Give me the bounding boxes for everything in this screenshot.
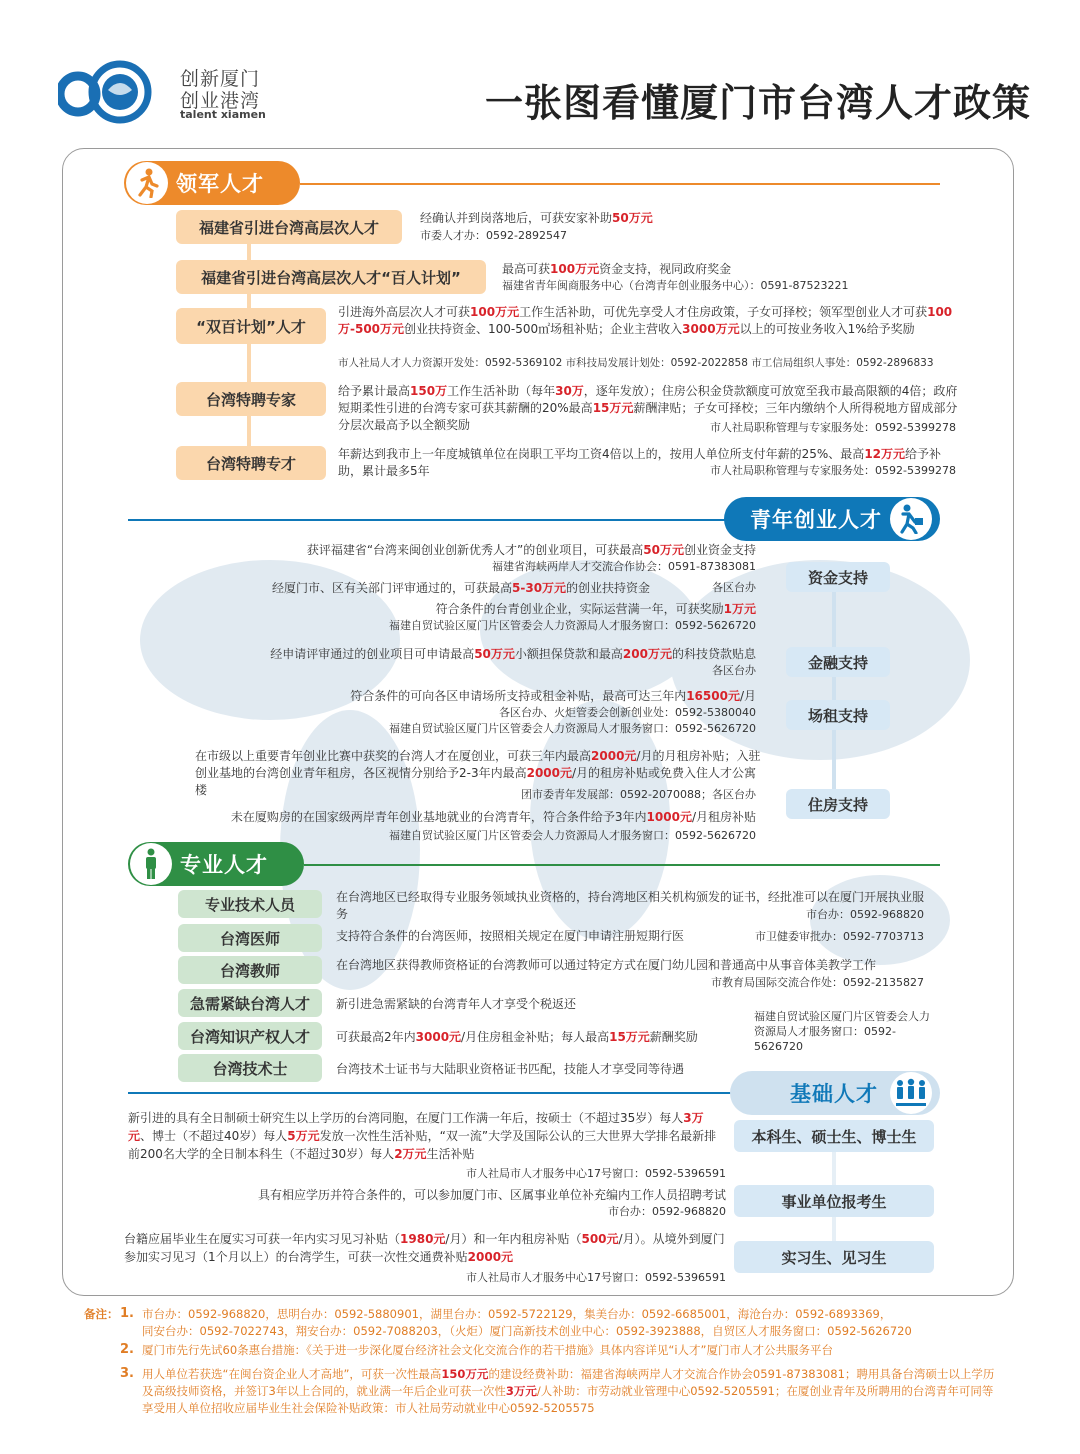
youth-7-contact: 福建自贸试验区厦门片区管委会人力资源局人才服务窗口：0592-5626720	[389, 829, 756, 842]
note-2-text: 厦门市先行先试60条惠台措施：《关于进一步深化厦台经济社会文化交流合作的若干措施》具体内容详见“i人才”厦门市人才公共服务平台	[142, 1343, 833, 1357]
leader-3-contact: 市人社局人才人力资源开发处：0592-5369102 市科技局发展计划处：0592-2022858 市工信局组织人事处：0592-2896833	[338, 357, 934, 369]
leader-2-contact: 福建省青年闽商服务中心（台湾青年创业服务中心）：0591-87523221	[502, 279, 849, 292]
basic-1-text: 新引进的具有全日制硕士研究生以上学历的台湾同胞，在厦门工作满一年后，按硕士（不超过35岁）每人3万元、博士（不超过40岁）每人5万元发放一次性生活补贴，“双一流”大学及国际公认的三大世界大学排名最新排前200名大学的全日制本科生（不超过30岁）每人2万元生活补贴	[128, 1111, 717, 1161]
basic-2-text: 具有相应学历并符合条件的，可以参加厦门市、区属事业单位补充编内工作人员招聘考试	[257, 1188, 726, 1202]
group-of-people-icon	[890, 1072, 932, 1114]
youth-2-contact: 各区台办	[712, 581, 756, 594]
pro-3-contact: 市教育局国际交流合作处：0592-2135827	[711, 976, 924, 989]
youth-2-text: 经厦门市、区有关部门评审通过的，可获最高5-30万元的创业扶持资金	[272, 581, 651, 595]
basic-1-contact: 市人社局市人才服务中心17号窗口：0592-5396591	[466, 1167, 726, 1180]
basic-divider	[128, 1092, 734, 1094]
note-2-number: 2.	[120, 1342, 134, 1357]
pro-3-text: 在台湾地区获得教师资格证的台湾教师可以通过特定方式在厦门幼儿园和普通高中从事音体美教学工作	[336, 958, 877, 972]
person-standing-icon	[130, 843, 172, 885]
pro-1-contact: 市台办：0592-968820	[806, 908, 924, 921]
section-leader-title: 领军人才	[176, 172, 264, 196]
brand-line1: 创新厦门	[180, 68, 261, 90]
businessman-running-icon	[890, 498, 932, 540]
section-pro-title: 专业人才	[180, 853, 268, 877]
youth-divider	[128, 519, 728, 521]
youth-6-text: 在市级以上重要青年创业比赛中获奖的台湾人才在厦创业，可获三年内最高2000元/月的月租房补贴；入驻创业基地的台湾创业青年租房，各区视情分别给予2-3年内最高2000元/月的租房补贴或免费入住人才公寓楼	[195, 749, 761, 797]
label-pro-4: 急需紧缺台湾人才	[178, 989, 322, 1017]
youth-5-contact: 各区台办、火炬管委会创新创业处：0592-5380040	[499, 706, 756, 719]
youth-4-text: 经申请评审通过的创业项目可申请最高50万元小额担保贷款和最高200万元的科技贷款贴息	[270, 647, 756, 661]
pro-side-contact: 福建自贸试验区厦门片区管委会人力资源局人才服务窗口：0592-5626720	[754, 1010, 930, 1053]
label-pro-5: 台湾知识产权人才	[178, 1022, 322, 1050]
label-housing-support: 住房支持	[786, 789, 890, 819]
label-finance-support: 金融支持	[786, 647, 890, 677]
basic-3-text: 台籍应届毕业生在厦实习可获一年内实习见习补贴（1980元/月）和一年内租房补贴（500元/月）。从境外到厦门参加实习见习（1个月以上）的台湾学生，可获一次性交通费补贴2000元	[124, 1232, 725, 1264]
pro-2-contact: 市卫健委审批办：0592-7703713	[755, 930, 924, 943]
basic-3-contact: 市人社局市人才服务中心17号窗口：0592-5396591	[466, 1271, 726, 1284]
youth-4-contact: 各区台办	[712, 664, 756, 677]
label-rent-support: 场租支持	[786, 700, 890, 730]
leader-5-contact: 市人社局职称管理与专家服务处：0592-5399278	[710, 464, 956, 477]
label-institution-applicants: 事业单位报考生	[734, 1185, 934, 1217]
label-leader-2: 福建省引进台湾高层次人才“百人计划”	[176, 260, 486, 294]
youth-1-contact: 福建省海峡两岸人才交流合作协会：0591-87383081	[492, 560, 756, 573]
leader-4-contact: 市人社局职称管理与专家服务处：0592-5399278	[710, 421, 956, 434]
note-1-number: 1.	[120, 1306, 134, 1321]
section-youth-header	[724, 497, 940, 541]
note-1-line2: 同安台办：0592-7022743，翔安台办：0592-7088203，（火炬）厦门高新技术创业中心：0592-3923888，自贸区人才服务窗口：0592-5626720	[142, 1324, 912, 1338]
label-pro-6: 台湾技术士	[178, 1054, 322, 1082]
section-pro-header	[128, 842, 304, 886]
note-1-line1: 市台办：0592-968820，思明台办：0592-5880901，湖里台办：0592-5722129，集美台办：0592-6685001，海沧台办：0592-6893369，	[142, 1307, 892, 1321]
pro-divider	[304, 864, 940, 866]
pro-2-text: 支持符合条件的台湾医师，按照相关规定在厦门申请注册短期行医	[336, 929, 685, 943]
section-youth-title: 青年创业人才	[750, 508, 882, 532]
section-basic-title: 基础人才	[790, 1082, 878, 1106]
youth-3-contact: 福建自贸试验区厦门片区管委会人力资源局人才服务窗口：0592-5626720	[389, 619, 756, 632]
section-basic-header	[730, 1071, 940, 1115]
youth-6-contact: 团市委青年发展部：0592-2070088；各区台办	[521, 788, 756, 801]
label-pro-2: 台湾医师	[178, 924, 322, 952]
pro-6-text: 台湾技术士证书与大陆职业资格证书匹配，技能人才享受同等待遇	[336, 1062, 685, 1076]
leader-1-contact: 市委人才办：0592-2892547	[420, 229, 567, 242]
section-leader-header	[124, 161, 300, 205]
label-leader-1: 福建省引进台湾高层次人才	[176, 210, 402, 244]
youth-5-contact2: 福建自贸试验区厦门片区管委会人力资源局人才服务窗口：0592-5626720	[389, 722, 756, 735]
note-3-number: 3.	[120, 1366, 134, 1381]
youth-connector	[832, 580, 836, 810]
youth-5-text: 符合条件的可向各区申请场所支持或租金补贴，最高可达三年内16500元/月	[350, 689, 756, 703]
label-leader-3: “双百计划”人才	[176, 308, 326, 344]
youth-7-text: 未在厦购房的在国家级两岸青年创业基地就业的台湾青年，符合条件给予3年内1000元/月租房补贴	[230, 810, 756, 824]
leader-3-text: 引进海外高层次人才可获100万元工作生活补助，可优先享受人才住房政策，子女可择校；领军型创业人才可获100万-500万元创业扶持资金、100-500㎡场租补贴；企业主营收入3000万元以上的可按业务收入1%给予奖励	[338, 305, 953, 336]
basic-2-contact: 市台办：0592-968820	[608, 1205, 726, 1218]
brand-line2: 创业港湾	[180, 90, 261, 112]
leader-5-text: 年薪达到我市上一年度城镇单位在岗职工平均工资4倍以上的，按用人单位所支付年薪的25%、最高12万元给予补助，累计最多5年	[338, 447, 942, 478]
pro-1-text: 在台湾地区已经取得专业服务领域执业资格的，持台湾地区相关机构颁发的证书，经批准可以在厦门开展执业服务	[336, 890, 925, 921]
label-leader-4: 台湾特聘专家	[176, 382, 326, 416]
leader-4-text: 给予累计最高150万工作生活补助（每年30万，逐年发放）；住房公积金贷款额度可放宽至我市最高限额的4倍；政府短期柔性引进的台湾专家可获其薪酬的20%最高15万元薪酬津贴；子女可择校；三年内缴纳个人所得税地方留成部分分层次最高予以全额奖励	[338, 384, 958, 432]
leader-2-text: 最高可获100万元资金支持，视同政府奖金	[502, 262, 732, 276]
page-title: 一张图看懂厦门市台湾人才政策	[485, 80, 1032, 125]
youth-3-text: 符合条件的台青创业企业，实际运营满一年，可获奖励1万元	[435, 602, 756, 616]
running-person-icon	[126, 162, 168, 204]
leader-divider	[300, 183, 940, 185]
label-funding-support: 资金支持	[786, 562, 890, 592]
pro-5-text: 可获最高2年内3000元/月住房租金补贴；每人最高15万元薪酬奖励	[336, 1030, 698, 1044]
label-graduates: 本科生、硕士生、博士生	[734, 1120, 934, 1152]
label-leader-5: 台湾特聘专才	[176, 446, 326, 480]
notes-label: 备注：	[84, 1307, 119, 1321]
label-pro-3: 台湾教师	[178, 956, 322, 984]
pro-4-text: 新引进急需紧缺的台湾青年人才享受个税返还	[336, 997, 577, 1011]
brand-line3: talent xiamen	[180, 108, 266, 121]
youth-1-text: 获评福建省“台湾来闽创业创新优秀人才”的创业项目，可获最高50万元创业资金支持	[306, 543, 756, 557]
leader-1-text: 经确认并到岗落地后，可获安家补助50万元	[420, 211, 653, 225]
label-pro-1: 专业技术人员	[178, 890, 322, 918]
logo	[58, 60, 158, 124]
label-interns: 实习生、见习生	[734, 1241, 934, 1273]
note-3-text: 用人单位若获选“在闽台资企业人才高地”，可获一次性最高150万元的建设经费补助：福建省海峡两岸人才交流合作协会0591-87383081；聘用具备台湾硕士以上学历及高级技师资格，并签订3年以上合同的，就业满一年后企业可获一次性3万元/人补助：市劳动就业管理中心0592-5205591；在厦创业青年及所聘用的台湾青年可同等享受用人单位招收应届毕业生社会保险补贴政策：市人社局劳动就业中心0592-5205575	[142, 1367, 995, 1415]
